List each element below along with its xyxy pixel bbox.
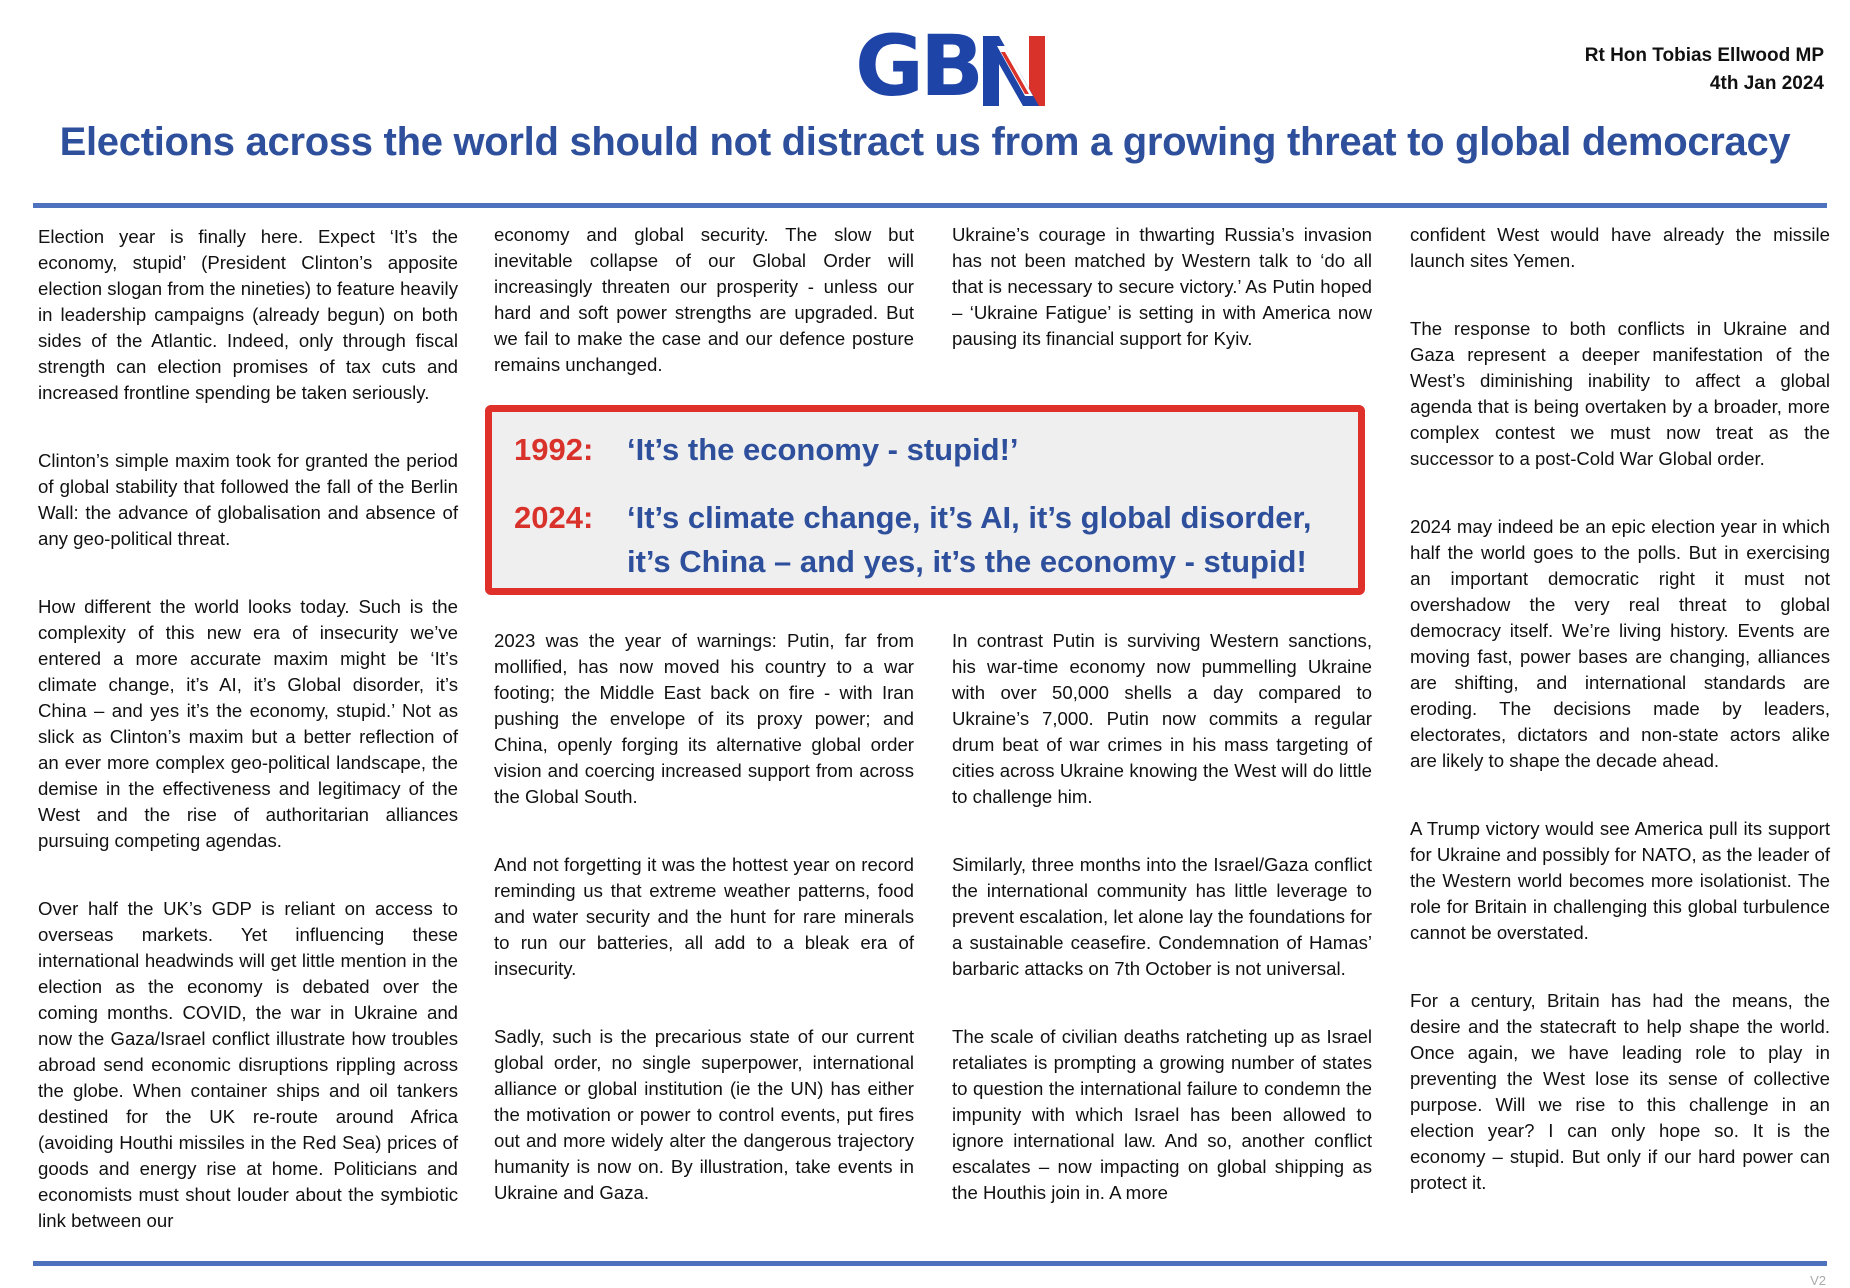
paragraph: A Trump victory would see America pull its support for Ukraine and possibly for NATO, as the leader of the Western world becomes more isolationist. The role for Britain in challenging this global turbulence cannot be overstated.	[1410, 818, 1830, 943]
bottom-divider	[33, 1261, 1827, 1266]
paragraph: How different the world looks today. Such is the complexity of this new era of insecurity we’ve entered a more accurate maxim might be ‘It’s climate change, it’s AI, it’s Global disorder, it’s China – and yes it’s the economy, stupid.’ Not as slick as Clinton’s maxim but a better reflection of an ever more complex geo-political landscape, the demise in the effectiveness and legitimacy of the West and the rise of authoritarian alliances pursuing competing agendas.	[38, 596, 458, 851]
paragraph: The response to both conflicts in Ukraine and Gaza represent a deeper manifestation of the West’s diminishing inability to affect a global agenda that is being overtaken by a broader, more complex contest we must now treat as the successor to a post-Cold War Global order.	[1410, 318, 1830, 469]
logo-text: GB	[855, 17, 980, 115]
callout-year: 2024:	[514, 500, 594, 535]
publish-date: 4th Jan 2024	[1709, 73, 1824, 94]
headline: Elections across the world should not distract us from a growing threat to global democracy	[59, 120, 1791, 164]
slogan-callout-box	[485, 405, 1365, 595]
gbn-logo	[855, 17, 1045, 115]
callout-row-1992	[514, 428, 1019, 472]
paragraph: The scale of civilian deaths ratcheting up as Israel retaliates is prompting a growing number of states to question the international failure to condemn the impunity with which Israel has been allowed to ignore international law. And so, another conflict escalates – now impacting on global shipping as the Houthis join in. A more	[952, 1026, 1372, 1203]
column-2-top	[494, 222, 914, 420]
column-3-top	[952, 222, 1372, 394]
paragraph: Clinton’s simple maxim took for granted the period of global stability that followed the fall of the Berlin Wall: the advance of globalisation and absence of any geo-political threat.	[38, 450, 458, 549]
paragraph: Ukraine’s courage in thwarting Russia’s invasion has not been matched by Western talk to ‘do all that is necessary to secure victory.’ As Putin hoped – ‘Ukraine Fatigue’ is setting in with America now pausing its financial support for Kyiv.	[952, 224, 1372, 349]
paragraph: In contrast Putin is surviving Western sanctions, his war-time economy now pummelling Ukraine with over 50,000 shells a day compared to Ukraine’s 7,000. Putin now commits a regular drum beat of war crimes in his mass targeting of cities across Ukraine knowing the West will do little to challenge him.	[952, 630, 1372, 807]
column-4	[1410, 222, 1830, 1238]
logo-n-flag-icon	[983, 36, 1045, 106]
paragraph: For a century, Britain has had the means, the desire and the statecraft to help shape the world. Once again, we have leading role to play in preventing the West lose its sense of collective purpose. Will we rise to this challenge in an election year? I can only hope so. It is the economy – stupid. But only if our hard power can protect it.	[1410, 990, 1830, 1193]
paragraph: Election year is finally here. Expect ‘It’s the economy, stupid’ (President Clinton’s apposite election slogan from the nineties) to feature heavily in leadership campaigns (already begun) on both sides of the Atlantic. Indeed, only through fiscal strength can election promises of tax cuts and increased frontline spending be taken seriously.	[38, 226, 458, 403]
column-1	[38, 224, 458, 1276]
paragraph: 2024 may indeed be an epic election year in which half the world goes to the polls. But in exercising an important democratic right it must not overshadow the very real threat to global democracy itself. We’re living history. Events are moving fast, power bases are changing, alliances are shifting, and international standards are eroding. The decisions made by leaders, electorates, dictators and non-state actors alike are likely to shape the decade ahead.	[1410, 516, 1830, 771]
paragraph: And not forgetting it was the hottest year on record reminding us that extreme weather patterns, food and water security and the hunt for rare minerals to run our batteries, all add to a bleak era of insecurity.	[494, 854, 914, 979]
callout-row-2024	[514, 496, 1327, 584]
paragraph: Similarly, three months into the Israel/Gaza conflict the international community has little leverage to prevent escalation, let alone lay the foundations for a sustainable ceasefire. Condemnation of Hamas’ barbaric attacks on 7th October is not universal.	[952, 854, 1372, 979]
paragraph: economy and global security. The slow but inevitable collapse of our Global Order will increasingly threaten our prosperity - unless our hard and soft power strengths are upgraded. But we fail to make the case and our defence posture remains unchanged.	[494, 224, 914, 375]
paragraph: confident West would have already the missile launch sites Yemen.	[1410, 224, 1830, 271]
byline	[1585, 42, 1824, 98]
top-divider	[33, 203, 1827, 208]
author-name: Rt Hon Tobias Ellwood MP	[1584, 45, 1824, 66]
paragraph: 2023 was the year of warnings: Putin, far from mollified, has now moved his country to a war footing; the Middle East back on fire - with Iran pushing the envelope of its proxy power; and China, openly forging its alternative global order vision and coercing increased support from across the Global South.	[494, 630, 914, 807]
column-3-bottom	[952, 628, 1372, 1248]
paragraph: Sadly, such is the precarious state of our current global order, no single superpower, international alliance or global institution (ie the UN) has either the motivation or power to control events, put fires out and more widely alter the dangerous trajectory humanity is now on. By illustration, take events in Ukraine and Gaza.	[494, 1026, 914, 1203]
paragraph: Over half the UK’s GDP is reliant on access to overseas markets. Yet influencing these international headwinds will get little mention in the election as the economy is debated over the coming months. COVID, the war in Ukraine and now the Gaza/Israel conflict illustrate how troubles abroad send economic disruptions rippling across the globe. When container ships and oil tankers destined for the UK re-route around Africa (avoiding Houthi missiles in the Red Sea) prices of goods and energy rise at home. Politicians and economists must shout louder about the symbiotic link between our	[38, 898, 458, 1231]
callout-quote: ‘It’s climate change, it’s AI, it’s global disorder, it’s China – and yes, it’s the economy - stupid!	[627, 500, 1312, 579]
callout-year: 1992:	[514, 432, 594, 467]
version-label: V2	[1810, 1273, 1826, 1288]
callout-quote: ‘It’s the economy - stupid!’	[627, 432, 1019, 467]
column-2-bottom	[494, 628, 914, 1248]
